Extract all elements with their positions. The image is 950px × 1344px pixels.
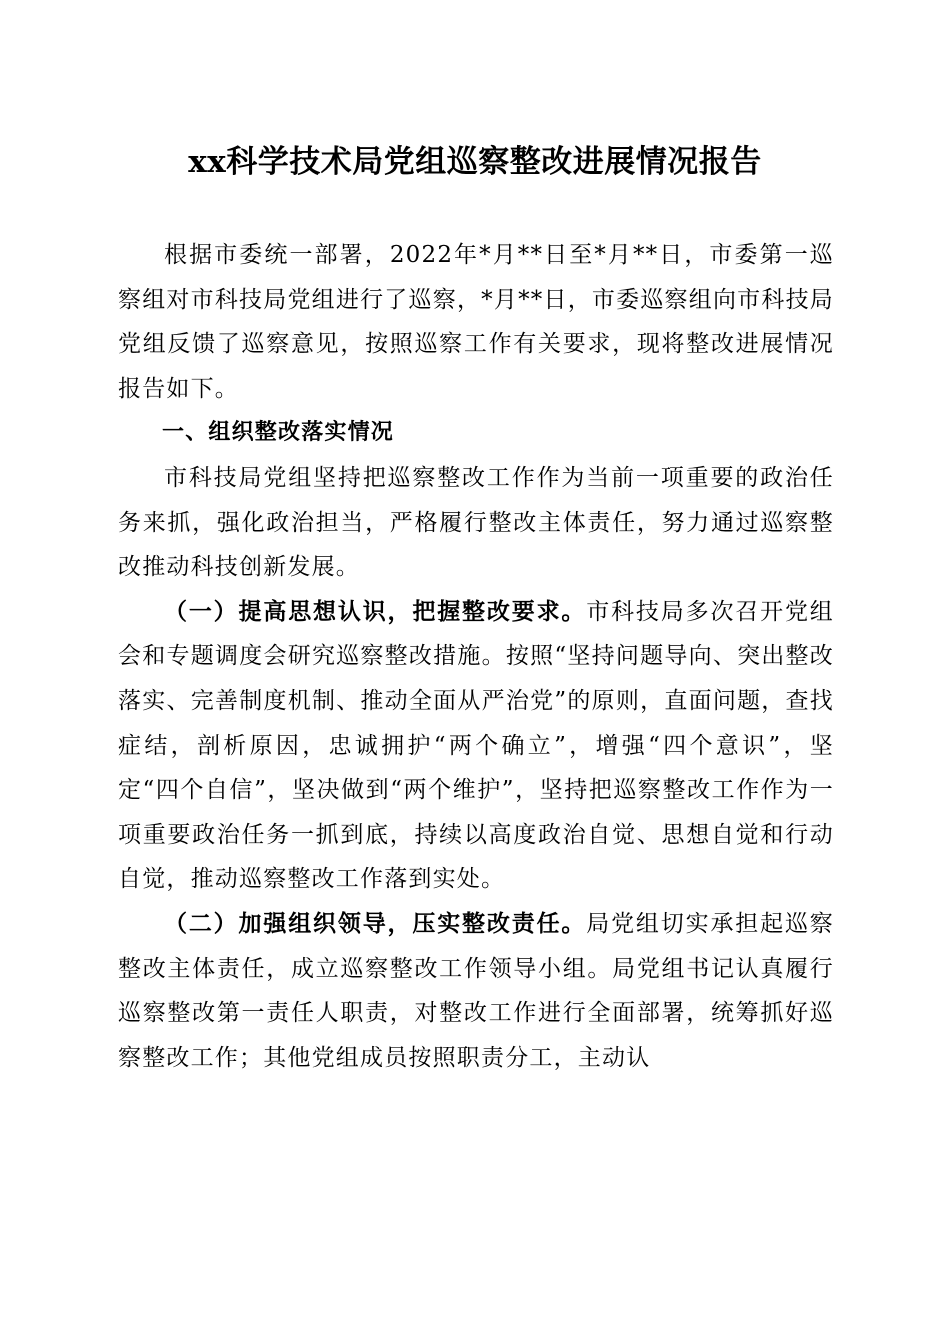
item-body-1: 市科技局多次召开党组会和专题调度会研究巡察整改措施。按照“坚持问题导向、突出整改落实、完善制度机制、推动全面从严治党”的原则，直面问题，查找症结，剖析原因，忠诚拥护“两个确立”，增强“四个意识”，坚定“四个自信”，坚决做到“两个维护”，坚持把巡察整改工作作为一项重要政治任务一抓到底，持续以高度政治自觉、思想自觉和行动自觉，推动巡察整改工作落到实处。 [118, 598, 834, 893]
document-body [118, 233, 834, 1080]
document-title: xx科学技术局党组巡察整改进展情况报告 [188, 144, 762, 180]
item-body-2: 局党组切实承担起巡察整改主体责任，成立巡察整改工作领导小组。局党组书记认真履行巡察整改第一责任人职责，对整改工作进行全面部署，统筹抓好巡察整改工作；其他党组成员按照职责分工，主动认 [118, 910, 834, 1071]
intro-paragraph: 根据市委统一部署，2022年*月**日至*月**日，市委第一巡察组对市科技局党组进行了巡察，*月**日，市委巡察组向市科技局党组反馈了巡察意见，按照巡察工作有关要求，现将整改进展情况报告如下。 [118, 242, 834, 402]
item-paragraph-2 [118, 902, 834, 1080]
item-lead-2: （二）加强组织领导，压实整改责任。 [164, 909, 587, 937]
item-paragraph-1 [118, 590, 834, 902]
section-paragraph: 市科技局党组坚持把巡察整改工作作为当前一项重要的政治任务来抓，强化政治担当，严格履行整改主体责任，努力通过巡察整改推动科技创新发展。 [118, 464, 834, 581]
section-heading: 一、组织整改落实情况 [162, 420, 395, 446]
item-lead-1: （一）提高思想认识，把握整改要求。 [164, 597, 587, 625]
